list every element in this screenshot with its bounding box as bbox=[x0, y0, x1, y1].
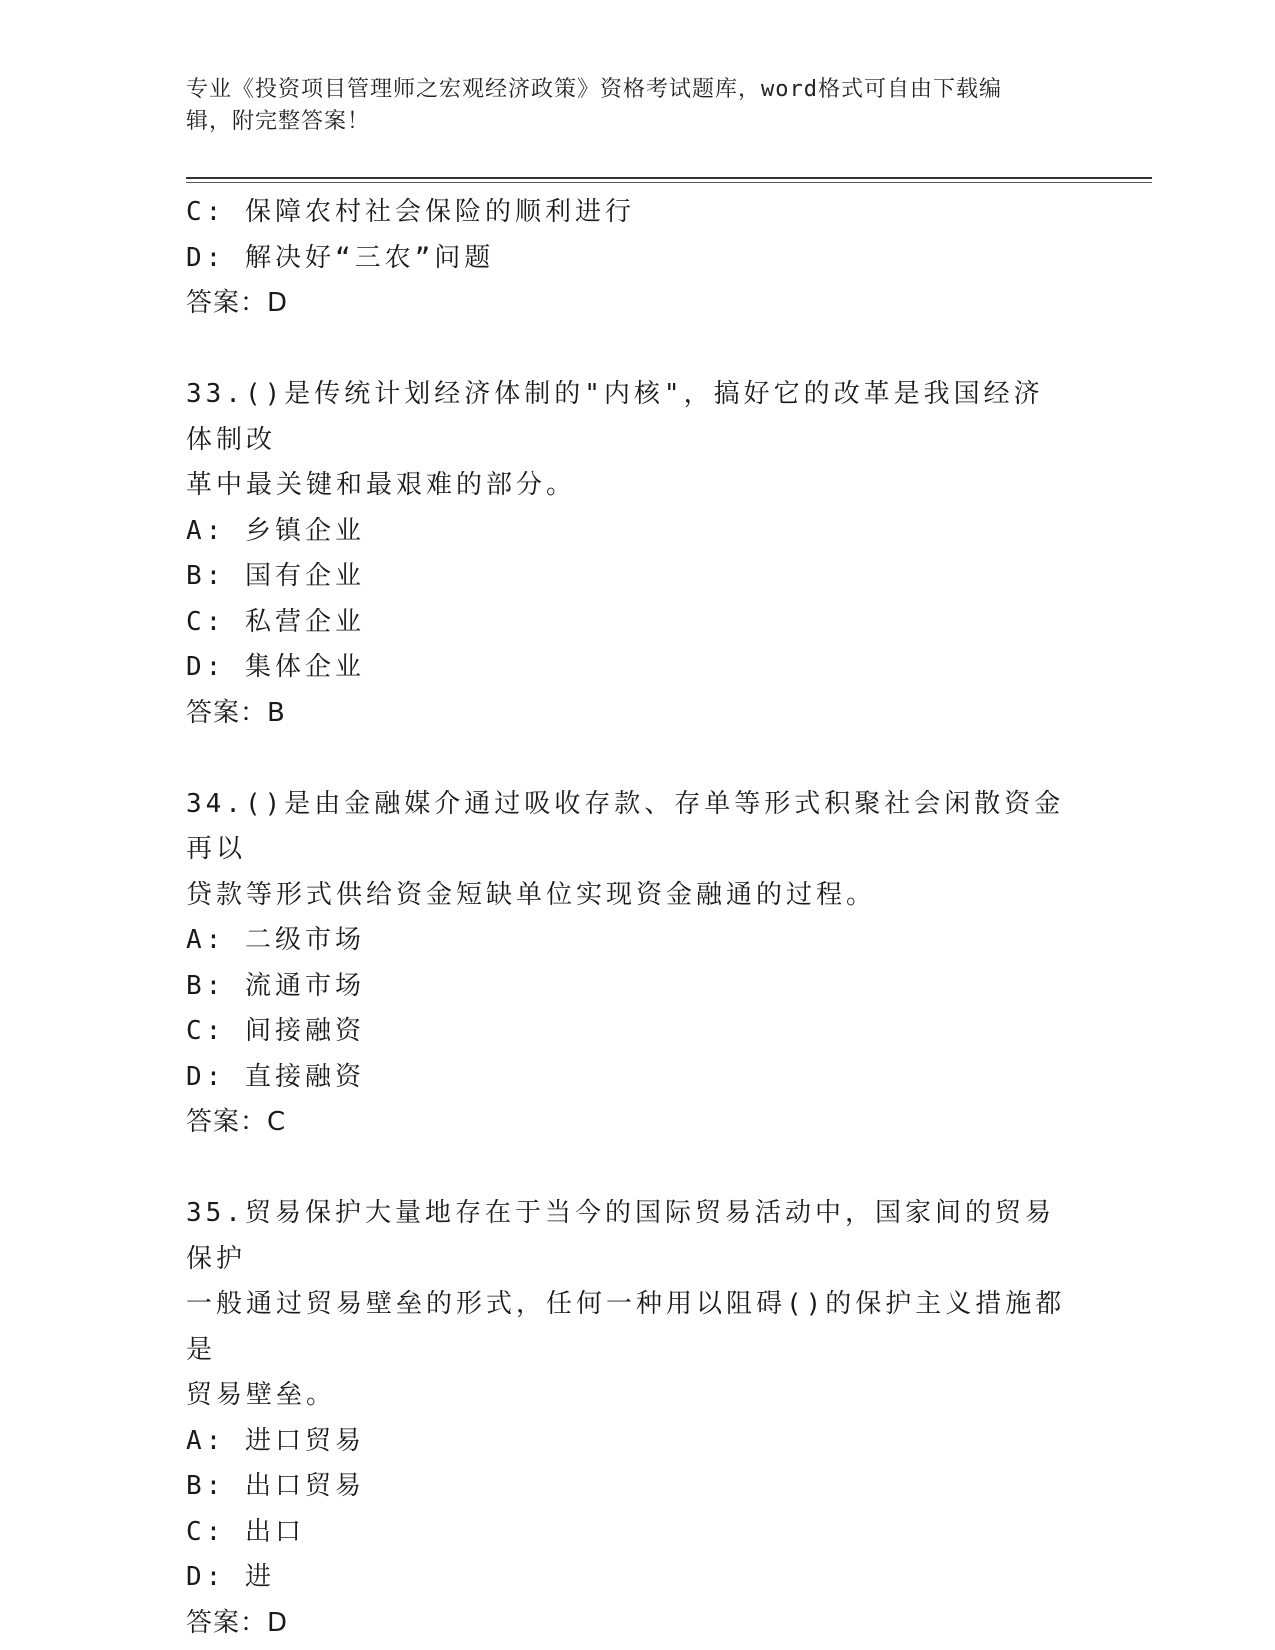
answer: 答案：B bbox=[186, 697, 286, 728]
header-divider bbox=[186, 177, 1152, 179]
question-stem bbox=[186, 1191, 1066, 1419]
stem-line: 贸易壁垒。 bbox=[186, 1380, 337, 1410]
stem-line: 一般通过贸易壁垒的形式，任何一种用以阻碍()的保护主义措施都是 bbox=[186, 1289, 1066, 1365]
header-line: 辑，附完整答案！ bbox=[186, 109, 371, 134]
option-c: C: 保障农村社会保险的顺利进行 bbox=[186, 197, 635, 227]
question-block-35 bbox=[186, 1191, 1086, 1646]
stem-line: 革中最关键和最艰难的部分。 bbox=[186, 470, 577, 500]
question-block-33 bbox=[186, 372, 1086, 736]
answer: 答案：C bbox=[186, 1107, 287, 1137]
option-d: D: 直接融资 bbox=[186, 1061, 365, 1092]
stem-line: 35.贸易保护大量地存在于当今的国际贸易活动中，国家间的贸易保护 bbox=[186, 1198, 1055, 1274]
option-b: B: 国有企业 bbox=[186, 561, 365, 591]
stem-line: 贷款等形式供给资金短缺单位实现资金融通的过程。 bbox=[186, 879, 877, 910]
option-a: A: 乡镇企业 bbox=[186, 515, 365, 546]
question-stem bbox=[186, 372, 1066, 509]
option-c: C: 间接融资 bbox=[186, 1016, 365, 1046]
question-stem bbox=[186, 782, 1066, 919]
question-block-34 bbox=[186, 782, 1086, 1146]
stem-line: 33.()是传统计划经济体制的"内核"，搞好它的改革是我国经济体制改 bbox=[186, 379, 1044, 455]
question-list bbox=[186, 190, 1086, 1646]
option-a: A: 二级市场 bbox=[186, 925, 365, 955]
answer: 答案：D bbox=[186, 1607, 289, 1638]
stem-line: 34.()是由金融媒介通过吸收存款、存单等形式积聚社会闲散资金再以 bbox=[186, 788, 1065, 864]
option-b: B: 流通市场 bbox=[186, 970, 365, 1001]
answer: 答案：D bbox=[186, 288, 289, 318]
header-line: 专业《投资项目管理师之宏观经济政策》资格考试题库，word格式可自由下载编 bbox=[186, 77, 1002, 102]
option-c: C: 私营企业 bbox=[186, 606, 365, 637]
option-b: B: 出口贸易 bbox=[186, 1471, 365, 1501]
question-block-prev bbox=[186, 190, 1086, 327]
document-header bbox=[186, 74, 1066, 138]
option-a: A: 进口贸易 bbox=[186, 1425, 365, 1456]
option-c: C: 出口 bbox=[186, 1516, 305, 1547]
header-divider-thin bbox=[186, 182, 1152, 183]
option-d: D: 解决好“三农”问题 bbox=[186, 242, 495, 273]
option-d: D: 进 bbox=[186, 1562, 275, 1592]
option-d: D: 集体企业 bbox=[186, 652, 365, 682]
